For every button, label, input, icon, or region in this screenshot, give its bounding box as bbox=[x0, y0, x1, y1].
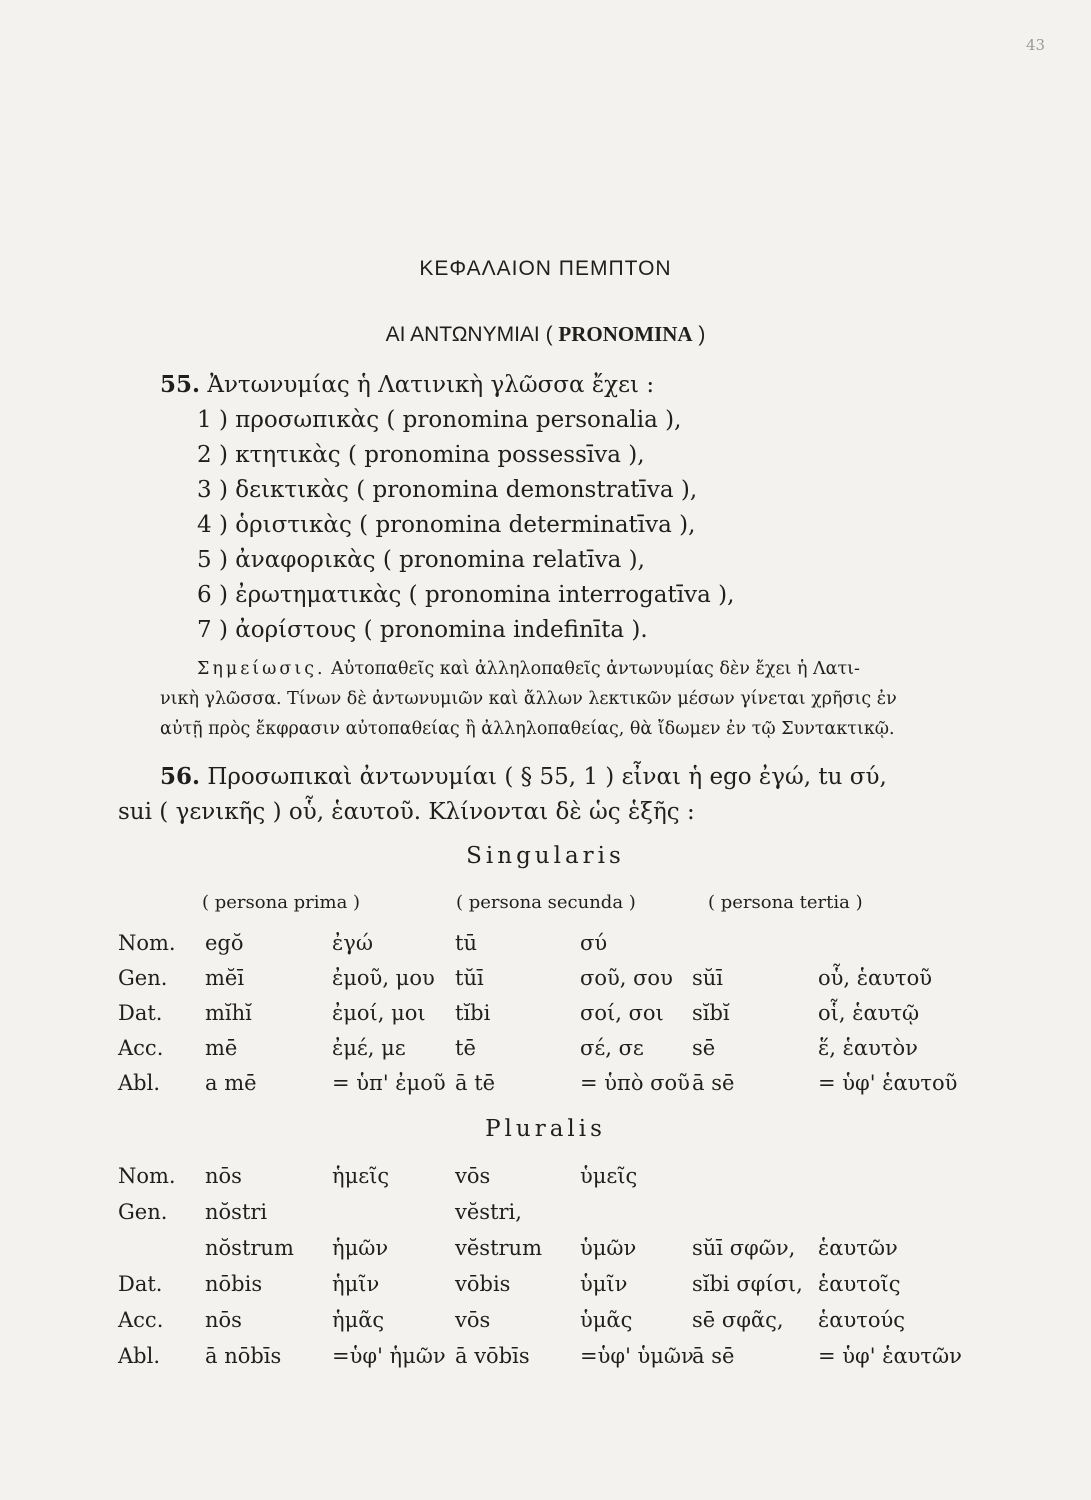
case-label: Dat. bbox=[118, 1001, 163, 1025]
table-cell: a mē bbox=[205, 1071, 257, 1095]
table-cell: ὑμῖν bbox=[580, 1272, 628, 1296]
table-cell: ἡμεῖς bbox=[332, 1164, 390, 1188]
section-title bbox=[0, 322, 1091, 347]
table-cell: vĕstrum bbox=[455, 1236, 542, 1260]
table-cell: nōbis bbox=[205, 1272, 263, 1296]
list-item: 5 ) ἀναφορικὰς ( pronomina relatīva ), bbox=[197, 547, 645, 573]
table-cell: ἡμῖν bbox=[332, 1272, 380, 1296]
paragraph-56-text: Προσωπικαὶ ἀντωνυμίαι ( § 55, 1 ) εἶναι ἡ ego ἐγώ, tu σύ, bbox=[207, 764, 887, 790]
table-cell: sĭbĭ bbox=[692, 1001, 730, 1025]
table-cell: mē bbox=[205, 1036, 238, 1060]
case-label: Gen. bbox=[118, 966, 168, 990]
table-cell: tē bbox=[455, 1036, 476, 1060]
table-cell: = ὑπὸ σοῦ bbox=[580, 1071, 690, 1095]
table-cell: σοῦ, σου bbox=[580, 966, 673, 990]
table-cell: vōbis bbox=[455, 1272, 511, 1296]
list-item: 2 ) κτητικὰς ( pronomina possessīva ), bbox=[197, 442, 645, 468]
table-cell: sē bbox=[692, 1036, 716, 1060]
list-item: 4 ) ὁριστικὰς ( pronomina determinatīva ), bbox=[197, 512, 696, 538]
table-cell: = ὑφ' ἑαυτοῦ bbox=[818, 1071, 958, 1095]
note-text: Αὐτοπαθεῖς καὶ ἀλληλοπαθεῖς ἀντωνυμίας δὲν ἔχει ἡ Λατι- bbox=[325, 659, 860, 679]
case-label: Nom. bbox=[118, 931, 176, 955]
table-cell: ἡμῶν bbox=[332, 1236, 389, 1260]
table-cell: οὗ, ἑαυτοῦ bbox=[818, 966, 933, 990]
list-item: 1 ) προσωπικὰς ( pronomina personalia ), bbox=[197, 407, 682, 433]
table-cell: σέ, σε bbox=[580, 1036, 644, 1060]
table-cell: σύ bbox=[580, 931, 608, 955]
table-cell: = ὑφ' ἑαυτῶν bbox=[818, 1344, 962, 1368]
case-label: Abl. bbox=[118, 1344, 160, 1368]
persona-tertia-label: ( persona tertia ) bbox=[708, 892, 863, 913]
table-cell: ἐμέ, με bbox=[332, 1036, 406, 1060]
table-cell: ā tē bbox=[455, 1071, 496, 1095]
table-cell: egŏ bbox=[205, 931, 244, 955]
table-cell: tĭbi bbox=[455, 1001, 491, 1025]
table-cell: vōs bbox=[455, 1164, 491, 1188]
table-cell: ὑμεῖς bbox=[580, 1164, 638, 1188]
table-cell: tū bbox=[455, 931, 477, 955]
table-cell: ὑμᾶς bbox=[580, 1308, 633, 1332]
case-label: Nom. bbox=[118, 1164, 176, 1188]
table-cell: ὑμῶν bbox=[580, 1236, 637, 1260]
table-cell: =ὑφ' ἡμῶν bbox=[332, 1344, 446, 1368]
persona-secunda-label: ( persona secunda ) bbox=[456, 892, 636, 913]
table-cell: σοί, σοι bbox=[580, 1001, 664, 1025]
case-label: Dat. bbox=[118, 1272, 163, 1296]
paragraph-56-line1 bbox=[160, 762, 887, 792]
paragraph-56-line2: sui ( γενικῆς ) οὗ, ἑαυτοῦ. Κλίνονται δὲ ὡς ἑξῆς : bbox=[118, 799, 695, 825]
table-cell: vōs bbox=[455, 1308, 491, 1332]
table-cell: mĕī bbox=[205, 966, 245, 990]
paragraph-number: 55. bbox=[160, 371, 201, 398]
singularis-heading: Singularis bbox=[466, 843, 625, 869]
table-cell: ā nōbīs bbox=[205, 1344, 282, 1368]
note-line bbox=[197, 656, 860, 682]
chapter-title: ΚΕΦΑΛΑΙΟΝ ΠΕΜΠΤΟΝ bbox=[419, 257, 672, 280]
section-title-greek: ΑΙ ΑΝΤΩΝΥΜΙΑΙ ( bbox=[385, 323, 559, 346]
table-cell: sŭī bbox=[692, 966, 724, 990]
table-cell: ἑαυτούς bbox=[818, 1308, 906, 1332]
section-title-latin: PRONOMINA bbox=[558, 322, 693, 346]
list-item: 7 ) ἀορίστους ( pronomina indefinīta ). bbox=[197, 617, 648, 643]
note-line: αὐτῇ πρὸς ἔκφρασιν αὐτοπαθείας ἢ ἀλληλοπαθείας, θὰ ἴδωμεν ἐν τῷ Συντακτικῷ. bbox=[160, 719, 895, 739]
section-title-close: ) bbox=[692, 323, 706, 346]
table-cell: nōs bbox=[205, 1308, 242, 1332]
paragraph-number: 56. bbox=[160, 763, 201, 790]
persona-prima-label: ( persona prima ) bbox=[202, 892, 361, 913]
table-cell: nōs bbox=[205, 1164, 242, 1188]
page-number: 43 bbox=[1026, 36, 1046, 54]
table-cell: sŭī σφῶν, bbox=[692, 1236, 796, 1260]
table-cell: nŏstri bbox=[205, 1200, 268, 1224]
table-cell: ā sē bbox=[692, 1071, 735, 1095]
note-label: Σημείωσις. bbox=[197, 659, 326, 679]
case-label: Gen. bbox=[118, 1200, 168, 1224]
paragraph-55-text: Ἀντωνυμίας ἡ Λατινικὴ γλῶσσα ἔχει : bbox=[207, 372, 655, 398]
table-cell: nŏstrum bbox=[205, 1236, 294, 1260]
table-cell: sē σφᾶς, bbox=[692, 1308, 784, 1332]
list-item: 6 ) ἐρωτηματικὰς ( pronomina interrogatīva ), bbox=[197, 582, 735, 608]
table-cell: ā sē bbox=[692, 1344, 735, 1368]
case-label: Acc. bbox=[118, 1036, 164, 1060]
table-cell: ā vōbīs bbox=[455, 1344, 530, 1368]
table-cell: = ὑπ' ἐμοῦ bbox=[332, 1071, 446, 1095]
table-cell: tŭī bbox=[455, 966, 484, 990]
table-cell: οἷ, ἑαυτῷ bbox=[818, 1001, 920, 1025]
table-cell: ἡμᾶς bbox=[332, 1308, 385, 1332]
table-cell: ἑαυτοῖς bbox=[818, 1272, 901, 1296]
paragraph-55-intro bbox=[160, 370, 654, 400]
table-cell: mĭhĭ bbox=[205, 1001, 252, 1025]
pluralis-heading: Pluralis bbox=[485, 1116, 606, 1142]
list-item: 3 ) δεικτικὰς ( pronomina demonstratīva ), bbox=[197, 477, 698, 503]
case-label: Abl. bbox=[118, 1071, 160, 1095]
table-cell: ἐγώ bbox=[332, 931, 373, 955]
table-cell: =ὑφ' ὑμῶν bbox=[580, 1344, 694, 1368]
table-cell: ἐμοῦ, μου bbox=[332, 966, 435, 990]
table-cell: ἐμοί, μοι bbox=[332, 1001, 426, 1025]
case-label: Acc. bbox=[118, 1308, 164, 1332]
table-cell: ἕ, ἑαυτὸν bbox=[818, 1036, 918, 1060]
table-cell: vĕstri, bbox=[455, 1200, 522, 1224]
note-line: νικὴ γλῶσσα. Τίνων δὲ ἀντωνυμιῶν καὶ ἄλλων λεκτικῶν μέσων γίνεται χρῆσις ἐν bbox=[160, 689, 897, 709]
table-cell: sĭbi σφίσι, bbox=[692, 1272, 803, 1296]
table-cell: ἑαυτῶν bbox=[818, 1236, 898, 1260]
